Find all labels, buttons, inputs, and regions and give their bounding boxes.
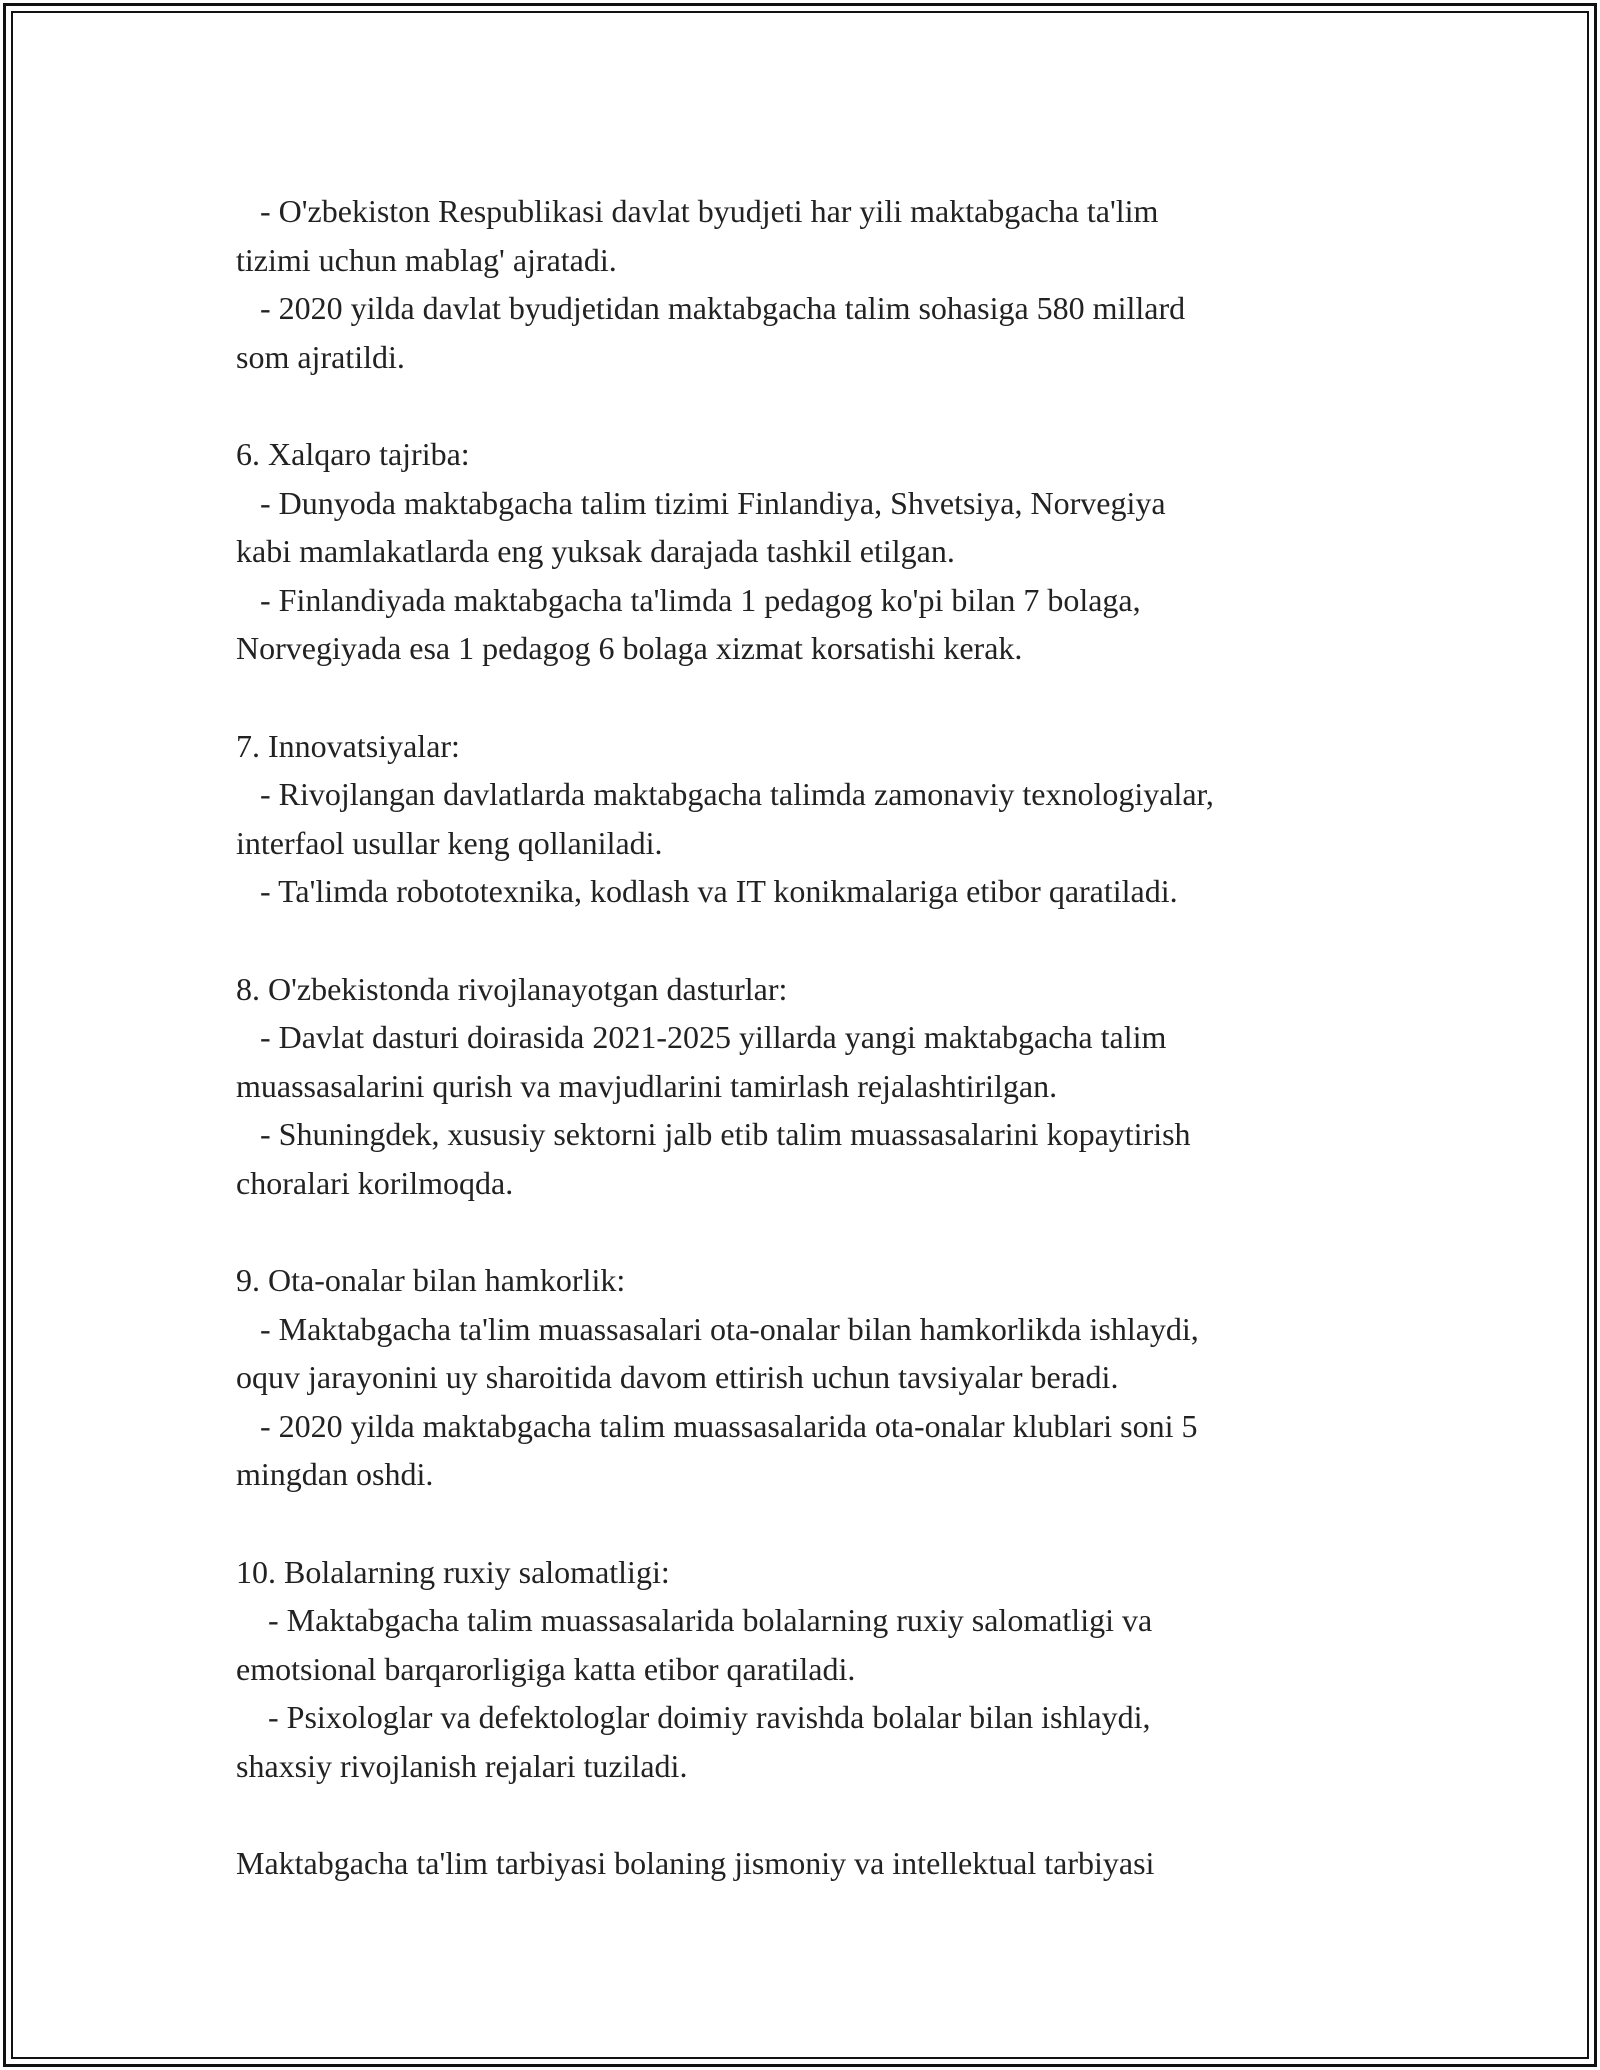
text-line: - Rivojlangan davlatlarda maktabgacha talimda zamonaviy texnologiyalar, [236,776,1214,813]
text-line: - Ta'limda robototexnika, kodlash va IT konikmalariga etibor qaratiladi. [236,873,1178,910]
text-line: som ajratildi. [236,338,405,375]
text-line: - Shuningdek, xususiy sektorni jalb etib talim muassasalarini kopaytirish [236,1116,1191,1153]
text-line: interfaol usullar keng qollaniladi. [236,824,663,861]
document-body [236,187,1396,1888]
text-line: mingdan oshdi. [236,1456,434,1493]
text-line: - 2020 yilda maktabgacha talim muassasalarida ota-onalar klublari soni 5 [236,1407,1198,1444]
text-line: tizimi uchun mablag' ajratadi. [236,241,617,278]
blank-line [236,673,1396,722]
section-heading: 6. Xalqaro tajriba: [236,435,470,472]
text-line: - Dunyoda maktabgacha talim tizimi Finlandiya, Shvetsiya, Norvegiya [236,484,1166,521]
blank-line [236,916,1396,965]
blank-line [236,1791,1396,1840]
text-line: choralari korilmoqda. [236,1164,514,1201]
section-heading: 10. Bolalarning ruxiy salomatligi: [236,1553,670,1590]
text-line: - Maktabgacha talim muassasalarida bolalarning ruxiy salomatligi va [236,1602,1153,1639]
text-line: kabi mamlakatlarda eng yuksak darajada tashkil etilgan. [236,533,955,570]
text-line: - O'zbekiston Respublikasi davlat byudjeti har yili maktabgacha ta'lim [236,193,1159,229]
text-line: Norvegiyada esa 1 pedagog 6 bolaga xizmat korsatishi kerak. [236,630,1023,667]
text-line: oquv jarayonini uy sharoitida davom ettirish uchun tavsiyalar beradi. [236,1359,1119,1396]
closing-paragraph: Maktabgacha ta'lim tarbiyasi bolaning jismoniy va intellektual tarbiyasi [236,1845,1155,1882]
text-line: emotsional barqarorligiga katta etibor qaratiladi. [236,1650,856,1687]
text-line: muassasalarini qurish va mavjudlarini tamirlash rejalashtirilgan. [236,1067,1058,1104]
text-line: - 2020 yilda davlat byudjetidan maktabgacha talim sohasiga 580 millard [236,290,1186,327]
text-line: shaxsiy rivojlanish rejalari tuziladi. [236,1748,688,1784]
text-line: - Psixologlar va defektologlar doimiy ravishda bolalar bilan ishlaydi, [236,1699,1151,1736]
text-line: - Finlandiyada maktabgacha ta'limda 1 pedagog ko'pi bilan 7 bolaga, [236,581,1141,618]
blank-line [236,1207,1396,1256]
text-line: - Maktabgacha ta'lim muassasalari ota-onalar bilan hamkorlikda ishlaydi, [236,1310,1199,1347]
section-heading: 9. Ota-onalar bilan hamkorlik: [236,1262,626,1299]
text-line: - Davlat dasturi doirasida 2021-2025 yillarda yangi maktabgacha talim [236,1019,1167,1056]
section-heading: 8. O'zbekistonda rivojlanayotgan dasturlar: [236,970,788,1007]
blank-line [236,381,1396,430]
section-heading: 7. Innovatsiyalar: [236,727,460,764]
blank-line [236,1499,1396,1548]
